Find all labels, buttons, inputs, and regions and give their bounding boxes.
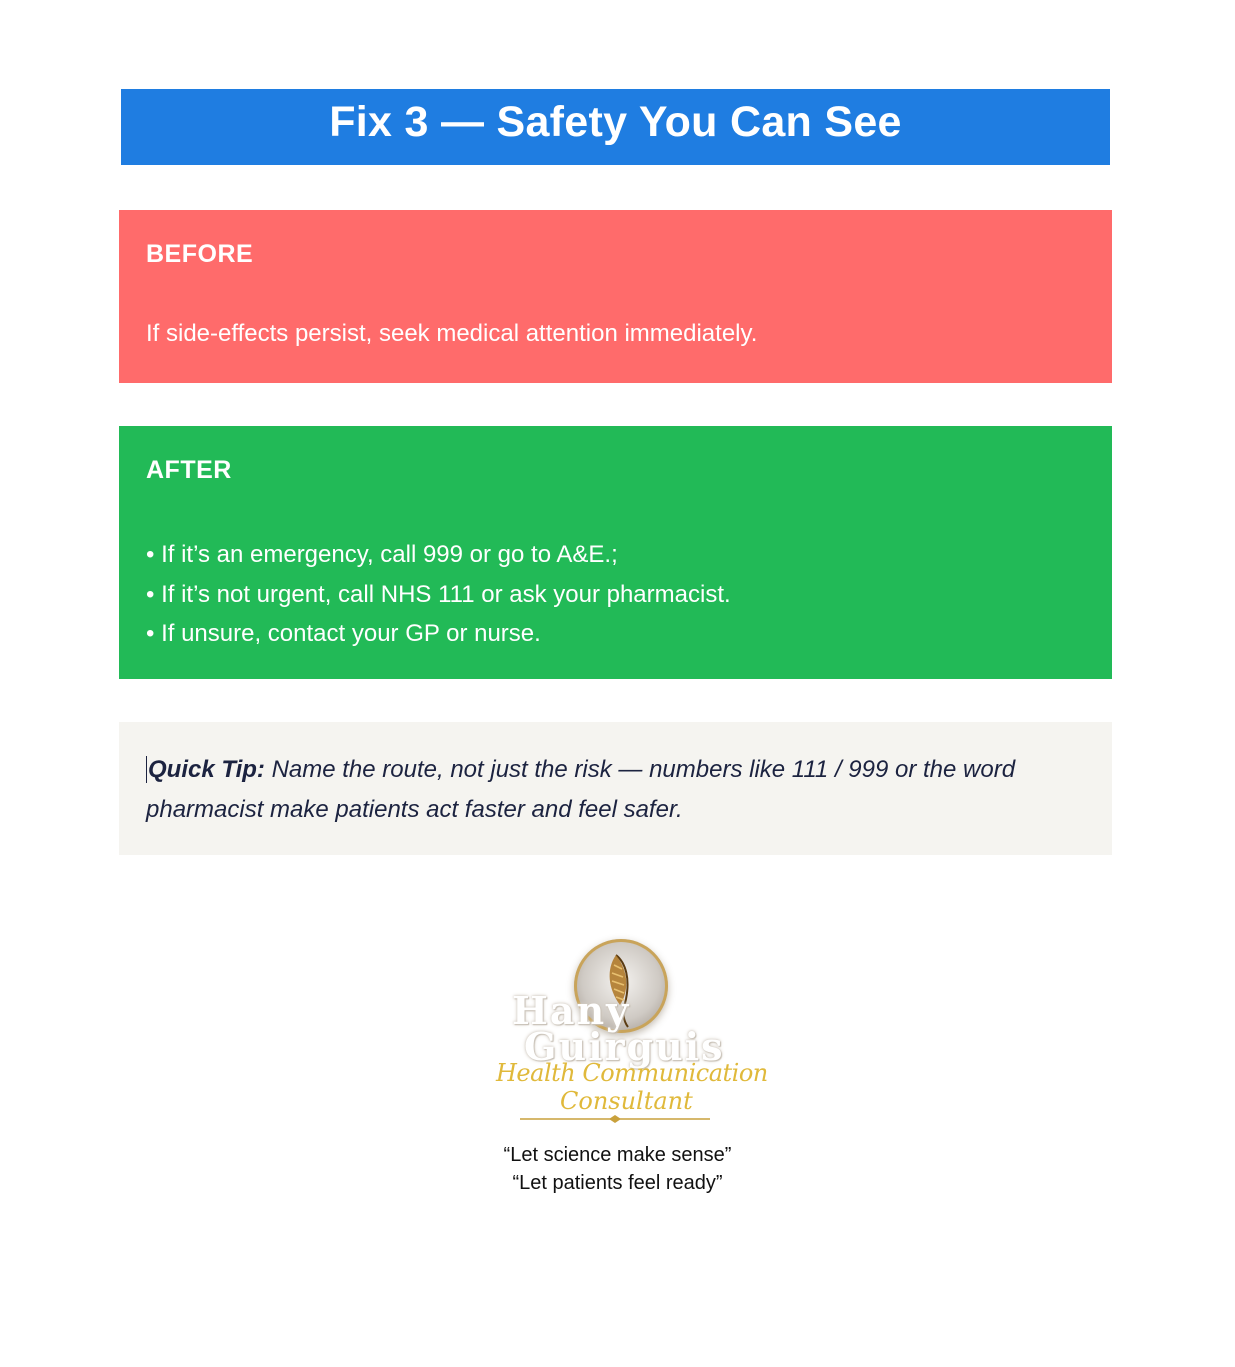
after-list-item: • If it’s an emergency, call 999 or go to A&E.;	[146, 541, 618, 568]
header-banner	[121, 89, 1110, 165]
after-list-item: • If unsure, contact your GP or nurse.	[146, 620, 541, 647]
quick-tip-text: Name the route, not just the risk — numbers like 111 / 999 or the word pharmacist make patients act faster and feel safer.	[146, 756, 1016, 823]
quick-tip-box	[119, 722, 1112, 855]
after-heading: AFTER	[146, 456, 232, 484]
consultant-logo	[490, 935, 768, 1125]
before-heading: BEFORE	[146, 240, 254, 268]
before-text: If side-effects persist, seek medical attention immediately.	[146, 320, 758, 347]
quick-tip-label: Quick Tip:	[148, 756, 265, 783]
logo-name-last: Guirguis	[524, 1024, 725, 1069]
logo-role-line2: Consultant	[560, 1087, 693, 1115]
tagline-patients: “Let patients feel ready”	[512, 1172, 723, 1194]
after-card	[119, 426, 1112, 679]
after-list	[146, 535, 731, 654]
before-card	[119, 210, 1112, 383]
logo-divider	[520, 1114, 710, 1124]
tagline-science: “Let science make sense”	[503, 1144, 732, 1166]
after-list-item: • If it’s not urgent, call NHS 111 or ask your pharmacist.	[146, 580, 731, 608]
logo-name-first: Hany	[512, 988, 631, 1033]
page-title: Fix 3 — Safety You Can See	[329, 98, 902, 146]
logo-role-line1: Health Communication	[496, 1059, 768, 1087]
